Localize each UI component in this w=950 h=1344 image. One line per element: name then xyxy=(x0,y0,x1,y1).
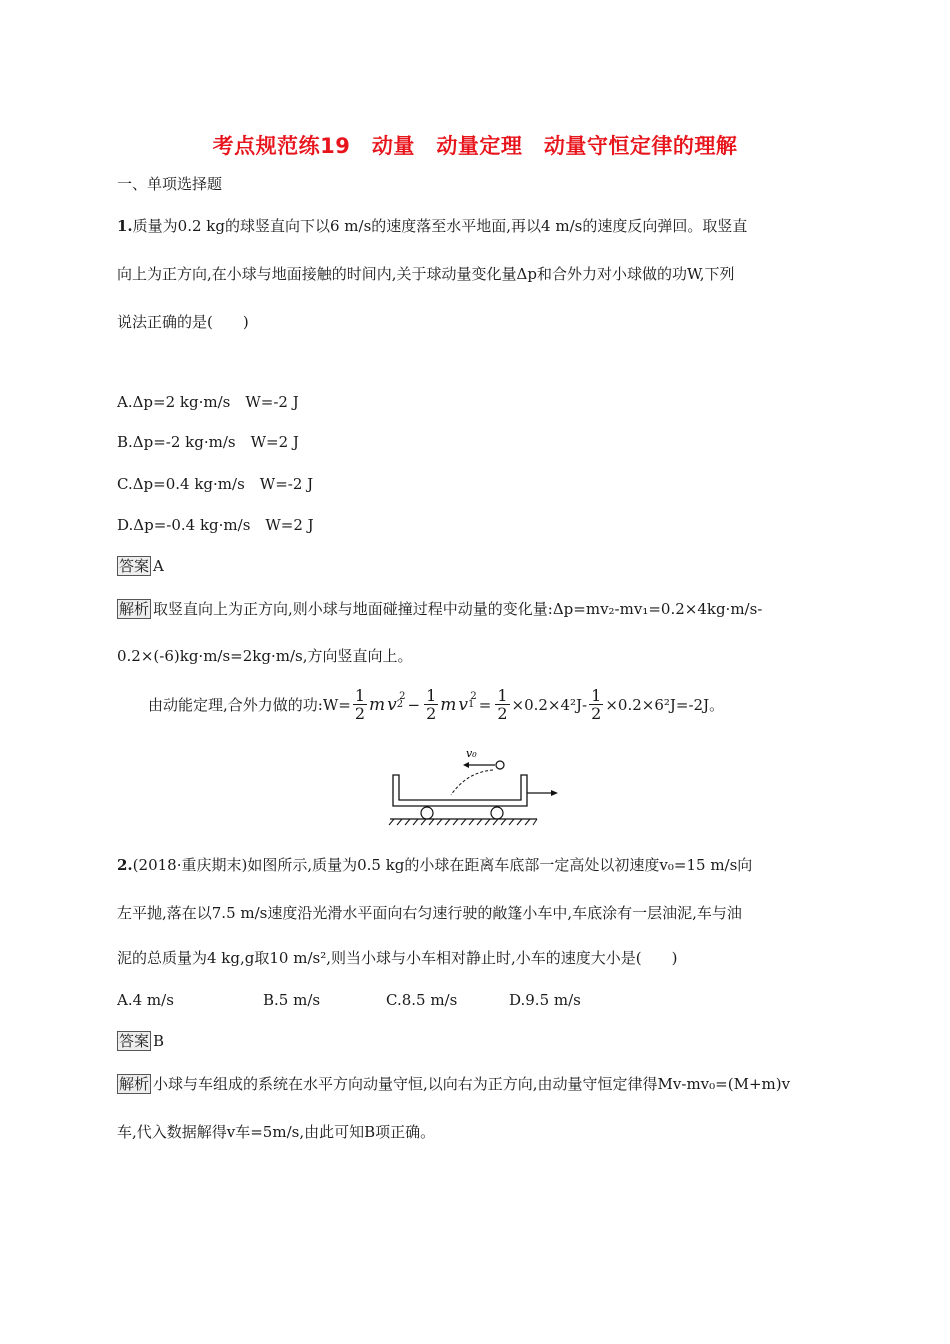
section-heading: 一、单项选择题 xyxy=(117,175,223,193)
q1-line3: 说法正确的是( ) xyxy=(117,313,249,331)
q1-line1 xyxy=(117,216,747,236)
q2-answer-value: B xyxy=(153,1032,165,1050)
q1-option-d: D.Δp=-0.4 kg·m/s W=2 J xyxy=(117,516,314,534)
fraction-half: $\frac{1}{2}$ xyxy=(354,686,365,723)
q2-text-1: (2018·重庆期末)如图所示,质量为0.5 kg的小球在距离车底部一定高处以初速度v₀=15 m/s向 xyxy=(132,856,753,874)
ground-hatching xyxy=(389,819,537,825)
q2-analysis-1 xyxy=(117,1074,790,1094)
q1-option-c: C.Δp=0.4 kg·m/s W=-2 J xyxy=(117,475,314,493)
q1-analysis-2: 0.2×(-6)kg·m/s=2kg·m/s,方向竖直向上。 xyxy=(117,647,413,665)
ball-icon xyxy=(496,761,504,769)
q2-line3: 泥的总质量为4 kg,g取10 m/s²,则当小球与小车相对静止时,小车的速度大小是( ) xyxy=(117,949,678,967)
q2-analysis-text-1: 小球与车组成的系统在水平方向动量守恒,以向右为正方向,由动量守恒定律得Mv-mv₀=(M+m)v xyxy=(153,1075,791,1093)
cart-motion-arrowhead xyxy=(551,790,558,796)
answer-tag: 答案 xyxy=(119,1032,150,1050)
q2-line1 xyxy=(117,855,752,875)
q1-text-1: 质量为0.2 kg的球竖直向下以6 m/s的速度落至水平地面,再以4 m/s的速度反向弹回。取竖直 xyxy=(132,217,748,235)
q1-option-a: A.Δp=2 kg·m/s W=-2 J xyxy=(117,393,299,411)
wheel-right-icon xyxy=(491,807,503,819)
page-title: 考点规范练19 动量 动量定理 动量守恒定律的理解 xyxy=(212,134,738,158)
q2-option-b: B.5 m/s xyxy=(263,991,321,1009)
q1-answer xyxy=(117,556,164,576)
fraction-half: $\frac{1}{2}$ xyxy=(426,686,437,723)
q1-option-b: B.Δp=-2 kg·m/s W=2 J xyxy=(117,433,299,451)
wheel-left-icon xyxy=(421,807,433,819)
analysis-tag: 解析 xyxy=(119,1075,150,1093)
formula-term2: ×0.2×6²J=-2J。 xyxy=(605,695,725,714)
v0-label: v₀ xyxy=(466,747,477,760)
formula-m: m xyxy=(369,694,386,715)
formula-v1: v xyxy=(458,694,468,715)
q2-answer xyxy=(117,1031,164,1051)
analysis-tag: 解析 xyxy=(119,600,150,618)
q1-analysis-text-1: 取竖直向上为正方向,则小球与地面碰撞过程中动量的变化量:Δp=mv₂-mv₁=0.2×4kg·m/s- xyxy=(153,600,763,618)
q2-analysis-2: 车,代入数据解得v车=5m/s,由此可知B项正确。 xyxy=(117,1123,436,1141)
cart-figure xyxy=(385,740,565,830)
q1-analysis-1 xyxy=(117,599,762,619)
fraction-half: $\frac{1}{2}$ xyxy=(591,686,602,723)
q2-line2: 左平抛,落在以7.5 m/s速度沿光滑水平面向右匀速行驶的敞篷小车中,车底涂有一层油泥,车与油 xyxy=(117,904,742,922)
q1-analysis-formula: 由动能定理,合外力做的功:W= $\frac{1}{2}$ m v 2 $^2$ − $\frac{1}{2}$ m v 1 $^2$ = $\frac{1}{2}$ ×0.2×4²J- $\frac{1}{2}$ ×0.2×6²J=-2J。 xyxy=(148,686,725,723)
velocity-arrowhead xyxy=(463,762,469,768)
q1-answer-value: A xyxy=(153,557,164,575)
formula-term1: ×0.2×4²J- xyxy=(511,695,588,714)
q1-line2: 向上为正方向,在小球与地面接触的时间内,关于球动量变化量Δp和合外力对小球做的功W,下列 xyxy=(117,265,735,283)
q2-number: 2. xyxy=(117,856,133,874)
answer-tag: 答案 xyxy=(119,557,150,575)
formula-prefix: 由动能定理,合外力做的功:W= xyxy=(148,695,351,714)
q2-option-c: C.8.5 m/s xyxy=(386,991,458,1009)
q2-option-a: A.4 m/s xyxy=(117,991,174,1009)
cart-body xyxy=(393,775,527,806)
formula-v2: v xyxy=(387,694,397,715)
fraction-half: $\frac{1}{2}$ xyxy=(497,686,508,723)
q1-number: 1. xyxy=(117,217,133,235)
q2-option-d: D.9.5 m/s xyxy=(509,991,581,1009)
formula-m: m xyxy=(440,694,457,715)
trajectory-path xyxy=(451,770,493,795)
